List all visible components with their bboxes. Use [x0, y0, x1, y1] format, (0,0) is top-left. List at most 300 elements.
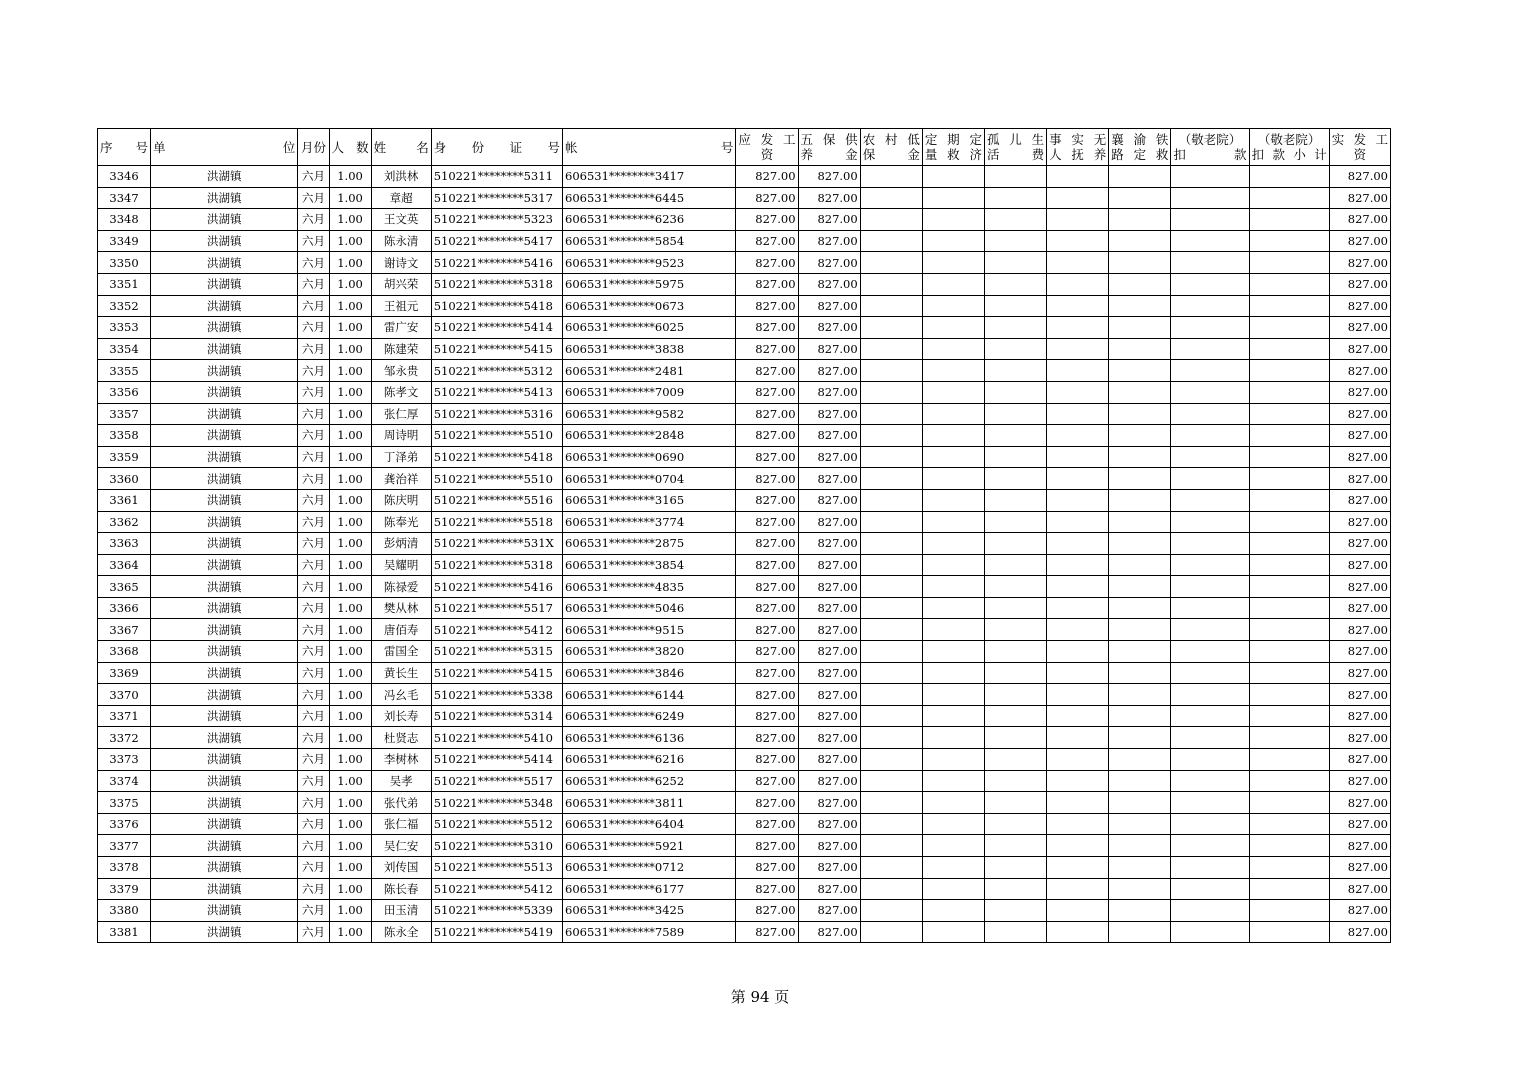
xiangyu-cell — [1109, 878, 1171, 900]
de-facto-cell — [1047, 835, 1109, 857]
xiangyu-cell — [1109, 641, 1171, 663]
seq-cell: 3363 — [98, 533, 151, 555]
count-cell: 1.00 — [329, 166, 371, 188]
month-cell: 六月 — [298, 273, 329, 295]
account-cell: 606531********2481 — [563, 360, 736, 382]
due-wage-cell: 827.00 — [736, 900, 798, 922]
wubao-cell: 827.00 — [798, 857, 860, 879]
orphan-cell — [984, 252, 1046, 274]
rural-dibao-cell — [860, 252, 922, 274]
nursing-subtotal-cell — [1249, 576, 1329, 598]
seq-cell: 3352 — [98, 295, 151, 317]
xiangyu-cell — [1109, 792, 1171, 814]
account-cell: 606531********6025 — [563, 317, 736, 339]
wubao-cell: 827.00 — [798, 209, 860, 231]
nursing-deduction-cell — [1171, 252, 1249, 274]
count-cell: 1.00 — [329, 230, 371, 252]
seq-cell: 3374 — [98, 770, 151, 792]
net-wage-cell: 827.00 — [1329, 792, 1390, 814]
nursing-deduction-cell — [1171, 900, 1249, 922]
nursing-subtotal-cell — [1249, 835, 1329, 857]
table-row — [98, 641, 1391, 663]
due-wage-cell: 827.00 — [736, 792, 798, 814]
xiangyu-cell — [1109, 533, 1171, 555]
de-facto-cell — [1047, 489, 1109, 511]
nursing-deduction-cell — [1171, 641, 1249, 663]
table-row — [98, 360, 1391, 382]
due-wage-cell: 827.00 — [736, 252, 798, 274]
account-cell: 606531********0704 — [563, 468, 736, 490]
header-account: 帐 号 — [563, 129, 736, 166]
nursing-deduction-cell — [1171, 468, 1249, 490]
table-row — [98, 900, 1391, 922]
account-cell: 606531********6216 — [563, 749, 736, 771]
month-cell: 六月 — [298, 619, 329, 641]
net-wage-cell: 827.00 — [1329, 468, 1390, 490]
net-wage-cell: 827.00 — [1329, 900, 1390, 922]
count-cell: 1.00 — [329, 209, 371, 231]
account-cell: 606531********7589 — [563, 921, 736, 943]
table-row — [98, 425, 1391, 447]
fixed-relief-cell — [922, 360, 984, 382]
id-cell: 510221********5312 — [431, 360, 562, 382]
due-wage-cell: 827.00 — [736, 727, 798, 749]
table-row — [98, 230, 1391, 252]
xiangyu-cell — [1109, 338, 1171, 360]
table-row — [98, 813, 1391, 835]
account-cell: 606531********7009 — [563, 381, 736, 403]
orphan-cell — [984, 835, 1046, 857]
id-cell: 510221********5414 — [431, 749, 562, 771]
nursing-subtotal-cell — [1249, 425, 1329, 447]
unit-cell: 洪湖镇 — [151, 295, 298, 317]
wubao-cell: 827.00 — [798, 835, 860, 857]
net-wage-cell: 827.00 — [1329, 835, 1390, 857]
header-nursing-subtotal: （敬老院） 扣 款 小 计 — [1249, 129, 1329, 166]
name-cell: 樊从林 — [371, 597, 431, 619]
count-cell: 1.00 — [329, 338, 371, 360]
rural-dibao-cell — [860, 209, 922, 231]
month-cell: 六月 — [298, 597, 329, 619]
orphan-cell — [984, 489, 1046, 511]
wubao-cell: 827.00 — [798, 230, 860, 252]
xiangyu-cell — [1109, 554, 1171, 576]
due-wage-cell: 827.00 — [736, 684, 798, 706]
count-cell: 1.00 — [329, 446, 371, 468]
fixed-relief-cell — [922, 662, 984, 684]
xiangyu-cell — [1109, 468, 1171, 490]
due-wage-cell: 827.00 — [736, 187, 798, 209]
nursing-subtotal-cell — [1249, 554, 1329, 576]
xiangyu-cell — [1109, 166, 1171, 188]
unit-cell: 洪湖镇 — [151, 792, 298, 814]
account-cell: 606531********9523 — [563, 252, 736, 274]
seq-cell: 3369 — [98, 662, 151, 684]
xiangyu-cell — [1109, 576, 1171, 598]
net-wage-cell: 827.00 — [1329, 554, 1390, 576]
name-cell: 李树林 — [371, 749, 431, 771]
due-wage-cell: 827.00 — [736, 921, 798, 943]
fixed-relief-cell — [922, 338, 984, 360]
fixed-relief-cell — [922, 317, 984, 339]
due-wage-cell: 827.00 — [736, 338, 798, 360]
xiangyu-cell — [1109, 489, 1171, 511]
id-cell: 510221********531X — [431, 533, 562, 555]
nursing-deduction-cell — [1171, 857, 1249, 879]
due-wage-cell: 827.00 — [736, 554, 798, 576]
month-cell: 六月 — [298, 489, 329, 511]
id-cell: 510221********5413 — [431, 381, 562, 403]
id-cell: 510221********5339 — [431, 900, 562, 922]
seq-cell: 3353 — [98, 317, 151, 339]
fixed-relief-cell — [922, 425, 984, 447]
name-cell: 邹永贵 — [371, 360, 431, 382]
month-cell: 六月 — [298, 360, 329, 382]
fixed-relief-cell — [922, 252, 984, 274]
nursing-subtotal-cell — [1249, 187, 1329, 209]
due-wage-cell: 827.00 — [736, 576, 798, 598]
due-wage-cell: 827.00 — [736, 166, 798, 188]
rural-dibao-cell — [860, 554, 922, 576]
wubao-cell: 827.00 — [798, 792, 860, 814]
name-cell: 雷广安 — [371, 317, 431, 339]
count-cell: 1.00 — [329, 921, 371, 943]
unit-cell: 洪湖镇 — [151, 317, 298, 339]
table-row — [98, 446, 1391, 468]
month-cell: 六月 — [298, 770, 329, 792]
account-cell: 606531********5854 — [563, 230, 736, 252]
count-cell: 1.00 — [329, 770, 371, 792]
rural-dibao-cell — [860, 705, 922, 727]
unit-cell: 洪湖镇 — [151, 533, 298, 555]
header-unit: 单 位 — [151, 129, 298, 166]
name-cell: 杜贤志 — [371, 727, 431, 749]
name-cell: 陈永清 — [371, 230, 431, 252]
net-wage-cell: 827.00 — [1329, 511, 1390, 533]
orphan-cell — [984, 403, 1046, 425]
net-wage-cell: 827.00 — [1329, 403, 1390, 425]
nursing-deduction-cell — [1171, 317, 1249, 339]
nursing-deduction-cell — [1171, 166, 1249, 188]
count-cell: 1.00 — [329, 727, 371, 749]
unit-cell: 洪湖镇 — [151, 921, 298, 943]
xiangyu-cell — [1109, 425, 1171, 447]
id-cell: 510221********5518 — [431, 511, 562, 533]
header-name: 姓 名 — [371, 129, 431, 166]
header-id-number: 身 份 证 号 — [431, 129, 562, 166]
nursing-deduction-cell — [1171, 295, 1249, 317]
orphan-cell — [984, 468, 1046, 490]
nursing-deduction-cell — [1171, 813, 1249, 835]
net-wage-cell: 827.00 — [1329, 597, 1390, 619]
header-orphan-living: 孤 儿 生 活 费 — [984, 129, 1046, 166]
unit-cell: 洪湖镇 — [151, 813, 298, 835]
unit-cell: 洪湖镇 — [151, 425, 298, 447]
name-cell: 陈长春 — [371, 878, 431, 900]
de-facto-cell — [1047, 533, 1109, 555]
id-cell: 510221********5415 — [431, 338, 562, 360]
seq-cell: 3372 — [98, 727, 151, 749]
account-cell: 606531********6445 — [563, 187, 736, 209]
account-cell: 606531********6136 — [563, 727, 736, 749]
seq-cell: 3349 — [98, 230, 151, 252]
unit-cell: 洪湖镇 — [151, 576, 298, 598]
net-wage-cell: 827.00 — [1329, 576, 1390, 598]
month-cell: 六月 — [298, 792, 329, 814]
account-cell: 606531********3838 — [563, 338, 736, 360]
wubao-cell: 827.00 — [798, 252, 860, 274]
unit-cell: 洪湖镇 — [151, 511, 298, 533]
orphan-cell — [984, 317, 1046, 339]
month-cell: 六月 — [298, 425, 329, 447]
name-cell: 吴耀明 — [371, 554, 431, 576]
fixed-relief-cell — [922, 727, 984, 749]
name-cell: 张仁福 — [371, 813, 431, 835]
de-facto-cell — [1047, 381, 1109, 403]
unit-cell: 洪湖镇 — [151, 273, 298, 295]
nursing-subtotal-cell — [1249, 813, 1329, 835]
nursing-subtotal-cell — [1249, 878, 1329, 900]
fixed-relief-cell — [922, 230, 984, 252]
id-cell: 510221********5513 — [431, 857, 562, 879]
count-cell: 1.00 — [329, 381, 371, 403]
account-cell: 606531********5975 — [563, 273, 736, 295]
id-cell: 510221********5338 — [431, 684, 562, 706]
id-cell: 510221********5348 — [431, 792, 562, 814]
orphan-cell — [984, 662, 1046, 684]
count-cell: 1.00 — [329, 878, 371, 900]
wubao-cell: 827.00 — [798, 900, 860, 922]
due-wage-cell: 827.00 — [736, 446, 798, 468]
nursing-deduction-cell — [1171, 273, 1249, 295]
xiangyu-cell — [1109, 684, 1171, 706]
name-cell: 章超 — [371, 187, 431, 209]
name-cell: 刘长寿 — [371, 705, 431, 727]
wubao-cell: 827.00 — [798, 684, 860, 706]
seq-cell: 3378 — [98, 857, 151, 879]
rural-dibao-cell — [860, 770, 922, 792]
net-wage-cell: 827.00 — [1329, 727, 1390, 749]
month-cell: 六月 — [298, 900, 329, 922]
table-row — [98, 381, 1391, 403]
nursing-deduction-cell — [1171, 489, 1249, 511]
fixed-relief-cell — [922, 641, 984, 663]
rural-dibao-cell — [860, 360, 922, 382]
nursing-subtotal-cell — [1249, 252, 1329, 274]
seq-cell: 3361 — [98, 489, 151, 511]
de-facto-cell — [1047, 641, 1109, 663]
nursing-subtotal-cell — [1249, 446, 1329, 468]
nursing-deduction-cell — [1171, 792, 1249, 814]
seq-cell: 3350 — [98, 252, 151, 274]
orphan-cell — [984, 425, 1046, 447]
unit-cell: 洪湖镇 — [151, 468, 298, 490]
count-cell: 1.00 — [329, 252, 371, 274]
net-wage-cell: 827.00 — [1329, 770, 1390, 792]
name-cell: 谢诗文 — [371, 252, 431, 274]
seq-cell: 3365 — [98, 576, 151, 598]
wubao-cell: 827.00 — [798, 489, 860, 511]
nursing-deduction-cell — [1171, 554, 1249, 576]
rural-dibao-cell — [860, 900, 922, 922]
month-cell: 六月 — [298, 446, 329, 468]
month-cell: 六月 — [298, 338, 329, 360]
account-cell: 606531********0690 — [563, 446, 736, 468]
header-de-facto-orphan: 事 实 无 人 抚 养 — [1047, 129, 1109, 166]
seq-cell: 3366 — [98, 597, 151, 619]
id-cell: 510221********5318 — [431, 554, 562, 576]
account-cell: 606531********9515 — [563, 619, 736, 641]
unit-cell: 洪湖镇 — [151, 597, 298, 619]
seq-cell: 3355 — [98, 360, 151, 382]
table-row — [98, 705, 1391, 727]
de-facto-cell — [1047, 857, 1109, 879]
rural-dibao-cell — [860, 187, 922, 209]
table-row — [98, 489, 1391, 511]
table-row — [98, 403, 1391, 425]
seq-cell: 3379 — [98, 878, 151, 900]
header-seq: 序 号 — [98, 129, 151, 166]
wubao-cell: 827.00 — [798, 295, 860, 317]
nursing-subtotal-cell — [1249, 381, 1329, 403]
net-wage-cell: 827.00 — [1329, 252, 1390, 274]
fixed-relief-cell — [922, 878, 984, 900]
orphan-cell — [984, 792, 1046, 814]
net-wage-cell: 827.00 — [1329, 338, 1390, 360]
account-cell: 606531********3820 — [563, 641, 736, 663]
seq-cell: 3381 — [98, 921, 151, 943]
id-cell: 510221********5412 — [431, 878, 562, 900]
count-cell: 1.00 — [329, 813, 371, 835]
net-wage-cell: 827.00 — [1329, 425, 1390, 447]
id-cell: 510221********5410 — [431, 727, 562, 749]
count-cell: 1.00 — [329, 662, 371, 684]
orphan-cell — [984, 619, 1046, 641]
header-count: 人 数 — [329, 129, 371, 166]
xiangyu-cell — [1109, 360, 1171, 382]
count-cell: 1.00 — [329, 576, 371, 598]
unit-cell: 洪湖镇 — [151, 770, 298, 792]
account-cell: 606531********3165 — [563, 489, 736, 511]
xiangyu-cell — [1109, 446, 1171, 468]
orphan-cell — [984, 209, 1046, 231]
de-facto-cell — [1047, 900, 1109, 922]
header-month: 月份 — [298, 129, 329, 166]
id-cell: 510221********5516 — [431, 489, 562, 511]
account-cell: 606531********6249 — [563, 705, 736, 727]
nursing-deduction-cell — [1171, 187, 1249, 209]
rural-dibao-cell — [860, 511, 922, 533]
nursing-subtotal-cell — [1249, 641, 1329, 663]
id-cell: 510221********5512 — [431, 813, 562, 835]
name-cell: 陈建荣 — [371, 338, 431, 360]
nursing-subtotal-cell — [1249, 705, 1329, 727]
nursing-subtotal-cell — [1249, 511, 1329, 533]
id-cell: 510221********5311 — [431, 166, 562, 188]
id-cell: 510221********5318 — [431, 273, 562, 295]
name-cell: 周诗明 — [371, 425, 431, 447]
xiangyu-cell — [1109, 727, 1171, 749]
nursing-subtotal-cell — [1249, 619, 1329, 641]
de-facto-cell — [1047, 425, 1109, 447]
fixed-relief-cell — [922, 187, 984, 209]
table-row — [98, 273, 1391, 295]
id-cell: 510221********5417 — [431, 230, 562, 252]
seq-cell: 3351 — [98, 273, 151, 295]
orphan-cell — [984, 749, 1046, 771]
table-row — [98, 749, 1391, 771]
xiangyu-cell — [1109, 619, 1171, 641]
month-cell: 六月 — [298, 252, 329, 274]
orphan-cell — [984, 511, 1046, 533]
rural-dibao-cell — [860, 295, 922, 317]
orphan-cell — [984, 338, 1046, 360]
name-cell: 唐佰寿 — [371, 619, 431, 641]
seq-cell: 3367 — [98, 619, 151, 641]
table-row — [98, 597, 1391, 619]
net-wage-cell: 827.00 — [1329, 684, 1390, 706]
month-cell: 六月 — [298, 921, 329, 943]
unit-cell: 洪湖镇 — [151, 166, 298, 188]
wubao-cell: 827.00 — [798, 619, 860, 641]
unit-cell: 洪湖镇 — [151, 619, 298, 641]
due-wage-cell: 827.00 — [736, 425, 798, 447]
fixed-relief-cell — [922, 403, 984, 425]
xiangyu-cell — [1109, 835, 1171, 857]
fixed-relief-cell — [922, 684, 984, 706]
seq-cell: 3370 — [98, 684, 151, 706]
unit-cell: 洪湖镇 — [151, 489, 298, 511]
fixed-relief-cell — [922, 166, 984, 188]
orphan-cell — [984, 446, 1046, 468]
id-cell: 510221********5415 — [431, 662, 562, 684]
seq-cell: 3356 — [98, 381, 151, 403]
seq-cell: 3346 — [98, 166, 151, 188]
name-cell: 王文英 — [371, 209, 431, 231]
wubao-cell: 827.00 — [798, 317, 860, 339]
fixed-relief-cell — [922, 770, 984, 792]
rural-dibao-cell — [860, 727, 922, 749]
nursing-subtotal-cell — [1249, 792, 1329, 814]
de-facto-cell — [1047, 230, 1109, 252]
header-xiangyu-railway: 襄 渝 铁 路 定 救 — [1109, 129, 1171, 166]
xiangyu-cell — [1109, 230, 1171, 252]
id-cell: 510221********5314 — [431, 705, 562, 727]
wubao-cell: 827.00 — [798, 597, 860, 619]
month-cell: 六月 — [298, 317, 329, 339]
seq-cell: 3348 — [98, 209, 151, 231]
de-facto-cell — [1047, 252, 1109, 274]
nursing-subtotal-cell — [1249, 468, 1329, 490]
wubao-cell: 827.00 — [798, 166, 860, 188]
nursing-deduction-cell — [1171, 360, 1249, 382]
fixed-relief-cell — [922, 468, 984, 490]
nursing-deduction-cell — [1171, 878, 1249, 900]
count-cell: 1.00 — [329, 468, 371, 490]
nursing-subtotal-cell — [1249, 317, 1329, 339]
due-wage-cell: 827.00 — [736, 662, 798, 684]
seq-cell: 3368 — [98, 641, 151, 663]
name-cell: 刘传国 — [371, 857, 431, 879]
wubao-cell: 827.00 — [798, 878, 860, 900]
count-cell: 1.00 — [329, 857, 371, 879]
due-wage-cell: 827.00 — [736, 273, 798, 295]
wubao-cell: 827.00 — [798, 273, 860, 295]
fixed-relief-cell — [922, 273, 984, 295]
unit-cell: 洪湖镇 — [151, 900, 298, 922]
count-cell: 1.00 — [329, 684, 371, 706]
seq-cell: 3375 — [98, 792, 151, 814]
